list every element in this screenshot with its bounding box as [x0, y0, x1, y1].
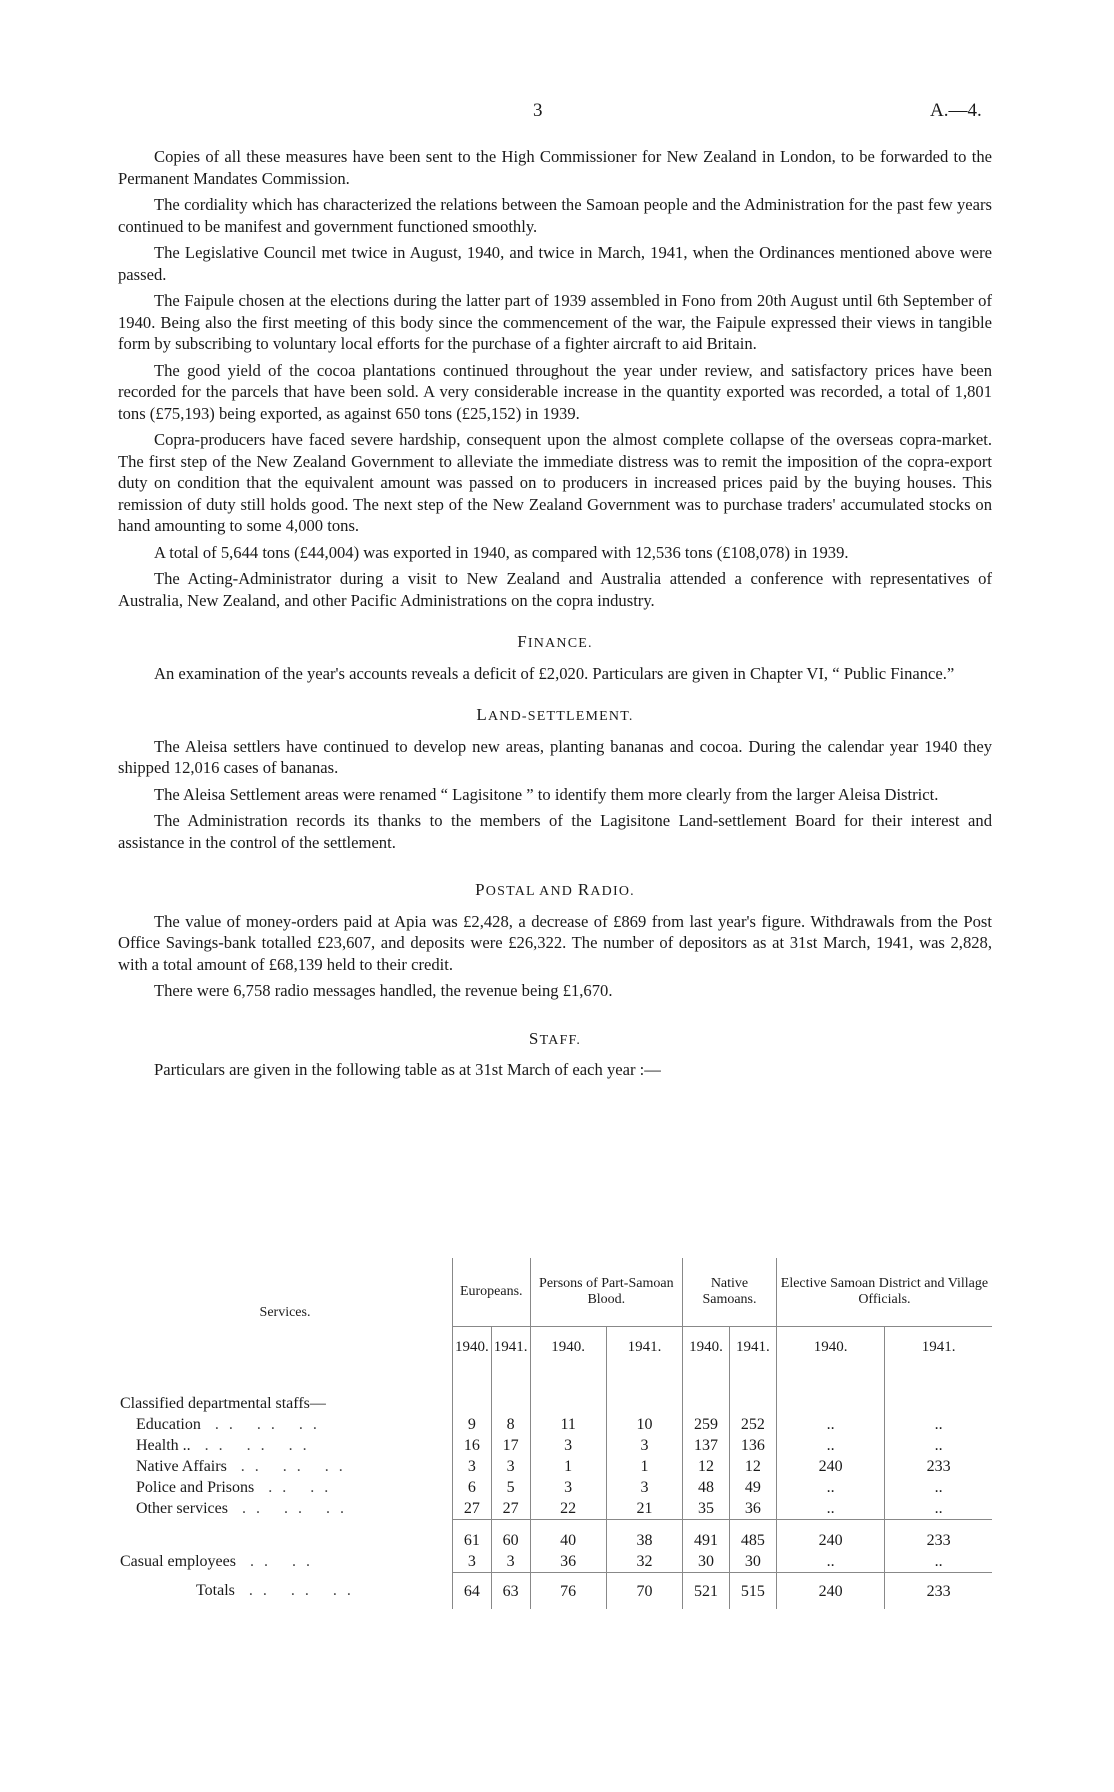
table-cell: ..: [934, 1500, 943, 1517]
table-cell: 16: [453, 1435, 492, 1456]
table-cell: 259: [683, 1414, 730, 1435]
table-cell: 137: [683, 1435, 730, 1456]
group-header: Elective Samoan District and Village Officials.: [780, 1276, 989, 1307]
table-cell: 48: [683, 1477, 730, 1498]
table-cell: ..: [934, 1479, 943, 1496]
row-label: Education .. .. ..: [118, 1414, 453, 1435]
year-header: 1941.: [606, 1327, 682, 1368]
table-cell: 233: [885, 1520, 992, 1552]
row-label: Casual employees .. ..: [118, 1551, 453, 1573]
paragraph: The cordiality which has characterized the relations between the Samoan people and the Administration for the past few years continued to be manifest and government functioned smoothly.: [118, 195, 992, 236]
table-cell: ..: [776, 1414, 884, 1435]
table-cell: 38: [606, 1520, 682, 1552]
table-cell: 3: [606, 1435, 682, 1456]
table-cell: 70: [606, 1573, 682, 1610]
table-cell: 3: [453, 1551, 492, 1573]
table-cell: ..: [776, 1477, 884, 1498]
table-cell: 27: [491, 1498, 530, 1520]
table-cell: 60: [491, 1520, 530, 1552]
heading-land-settlement: LAND-SETTLEMENT.: [476, 705, 634, 724]
table-cell: 63: [491, 1573, 530, 1610]
paragraph: The Administration records its thanks to the members of the Lagisitone Land-settlement Board for their interest and assistance in the control of the settlement.: [118, 811, 992, 852]
year-header: 1941.: [491, 1327, 530, 1368]
table-cell: ..: [776, 1435, 884, 1456]
paragraph: The Faipule chosen at the elections during the latter part of 1939 assembled in Fono from 20th August until 6th September of 1940. Being also the first meeting of this body since the commencement of the war, the Faipule expressed their views in tangible form by subscribing to voluntary local efforts for the purchase of a fighter aircraft to aid Britain.: [118, 291, 992, 353]
table-cell: 485: [729, 1520, 776, 1552]
table-row: [118, 1520, 992, 1552]
group-header: Native Samoans.: [683, 1258, 777, 1327]
row-label: Native Affairs .. .. ..: [118, 1456, 453, 1477]
table-cell: ..: [934, 1437, 943, 1454]
table-cell: 5: [491, 1477, 530, 1498]
row-label: Other services .. .. ..: [118, 1498, 453, 1520]
table-row: [118, 1393, 992, 1414]
heading-postal-radio: POSTAL AND RADIO.: [475, 880, 635, 899]
table-cell: 3: [606, 1477, 682, 1498]
table-cell: 515: [729, 1573, 776, 1610]
table-cell: 30: [729, 1551, 776, 1573]
year-header: 1940.: [453, 1327, 492, 1368]
table-cell: 36: [729, 1498, 776, 1520]
paragraph: The value of money-orders paid at Apia was £2,428, a decrease of £869 from last year's figure. Withdrawals from the Post Office Savings-bank totalled £23,607, and deposits were £26,322. The number of depositors as at 31st March, 1941, was 2,828, with a total amount of £68,139 held to their credit.: [118, 911, 992, 974]
table-cell: 17: [491, 1435, 530, 1456]
table-cell: 40: [530, 1520, 606, 1552]
year-header: 1940.: [683, 1327, 730, 1368]
table-cell: 521: [683, 1573, 730, 1610]
heading-finance: FINANCE.: [517, 632, 593, 651]
heading-staff: STAFF.: [528, 1028, 582, 1048]
table-cell: 8: [491, 1414, 530, 1435]
row-label: Totals .. .. ..: [118, 1573, 453, 1610]
table-cell: 1: [530, 1456, 606, 1477]
table-cell: 12: [729, 1456, 776, 1477]
year-header: 1940.: [776, 1327, 884, 1368]
table-row: [118, 1573, 992, 1610]
document-body: [118, 146, 992, 1086]
year-header: 1941.: [885, 1327, 992, 1368]
table-cell: ..: [934, 1416, 943, 1433]
document-reference: A.—4.: [930, 100, 982, 121]
paragraph: The Acting-Administrator during a visit to New Zealand and Australia attended a conference with representatives of Australia, New Zealand, and other Pacific Administrations on the copra industry.: [118, 569, 992, 610]
paragraph: The good yield of the cocoa plantations continued throughout the year under review, and satisfactory prices have been recorded for the parcels that have been sold. A very considerable increase in the quantity exported was recorded, a total of 1,801 tons (£75,193) being exported, as against 650 tons (£25,152) in 1939.: [118, 360, 992, 423]
table-cell: 11: [530, 1414, 606, 1435]
table-cell: 1: [606, 1456, 682, 1477]
table-cell: 36: [530, 1551, 606, 1573]
paragraph: The Aleisa settlers have continued to develop new areas, planting bananas and cocoa. During the calendar year 1940 they shipped 12,016 cases of bananas.: [118, 736, 992, 777]
table-cell: 27: [453, 1498, 492, 1520]
table-cell: ..: [776, 1498, 884, 1520]
table-cell: 21: [606, 1498, 682, 1520]
table-cell: 6: [453, 1477, 492, 1498]
table-row: [118, 1456, 992, 1477]
row-label: Health .. .. .. ..: [118, 1435, 453, 1456]
staff-table-body: [118, 1367, 992, 1609]
paragraph: There were 6,758 radio messages handled, the revenue being £1,670.: [154, 981, 613, 1000]
paragraph: A total of 5,644 tons (£44,004) was exported in 1940, as compared with 12,536 tons (£108,078) in 1939.: [154, 542, 849, 562]
row-label: [118, 1520, 453, 1552]
table-cell: 10: [606, 1414, 682, 1435]
paragraph: Copies of all these measures have been sent to the High Commissioner for New Zealand in London, to be forwarded to the Permanent Mandates Commission.: [118, 147, 992, 188]
table-cell: 3: [530, 1435, 606, 1456]
table-cell: 3: [491, 1551, 530, 1573]
page-number: 3: [533, 100, 543, 121]
table-cell: 35: [683, 1498, 730, 1520]
table-cell: 3: [453, 1456, 492, 1477]
table-cell: 136: [729, 1435, 776, 1456]
row-label: Police and Prisons .. ..: [118, 1477, 453, 1498]
paragraph: Particulars are given in the following table as at 31st March of each year :—: [154, 1060, 661, 1079]
table-cell: 32: [606, 1551, 682, 1573]
table-cell: 12: [683, 1456, 730, 1477]
staff-table: [118, 1258, 992, 1609]
table-cell: ..: [934, 1553, 943, 1570]
table-row: [118, 1498, 992, 1520]
table-cell: 22: [530, 1498, 606, 1520]
table-cell: 240: [776, 1520, 884, 1552]
table-cell: 9: [453, 1414, 492, 1435]
table-cell: 240: [776, 1573, 884, 1610]
category-label: Classified departmental staffs—: [118, 1393, 453, 1414]
year-header: 1941.: [729, 1327, 776, 1368]
group-header: Europeans.: [453, 1258, 531, 1327]
table-cell: 49: [729, 1477, 776, 1498]
group-header: Persons of Part-Samoan Blood.: [530, 1258, 683, 1327]
paragraph: The Legislative Council met twice in August, 1940, and twice in March, 1941, when the Ordinances mentioned above were passed.: [118, 243, 992, 284]
year-header: 1940.: [530, 1327, 606, 1368]
table-cell: ..: [776, 1551, 884, 1573]
table-cell: 233: [926, 1458, 951, 1475]
table-cell: 491: [683, 1520, 730, 1552]
table-cell: 233: [885, 1573, 992, 1610]
table-cell: 252: [729, 1414, 776, 1435]
table-cell: 3: [491, 1456, 530, 1477]
paragraph: The Aleisa Settlement areas were renamed “ Lagisitone ” to identify them more clearly from the larger Aleisa District.: [154, 784, 939, 804]
table-cell: 61: [453, 1520, 492, 1552]
table-cell: 30: [683, 1551, 730, 1573]
services-header: Services.: [118, 1258, 453, 1367]
table-cell: 64: [453, 1573, 492, 1610]
table-row: [118, 1414, 992, 1435]
paragraph: Copra-producers have faced severe hardship, consequent upon the almost complete collapse of the overseas copra-market. The first step of the New Zealand Government to alleviate the immediate distress was to remit the imposition of the copra-export duty on condition that the equivalent amount was passed on to producers in increased prices paid by the buying houses. This remission of duty still holds good. The next step of the New Zealand Government was to purchase traders' accumulated stocks on hand amounting to some 4,000 tons.: [118, 430, 992, 535]
table-cell: 240: [776, 1456, 884, 1477]
table-cell: 76: [530, 1573, 606, 1610]
paragraph: An examination of the year's accounts reveals a deficit of £2,020. Particulars are given in Chapter VI, “ Public Finance.”: [154, 663, 955, 683]
table-cell: 3: [530, 1477, 606, 1498]
table-row: [118, 1477, 992, 1498]
table-row: [118, 1435, 992, 1456]
table-row: [118, 1551, 992, 1573]
